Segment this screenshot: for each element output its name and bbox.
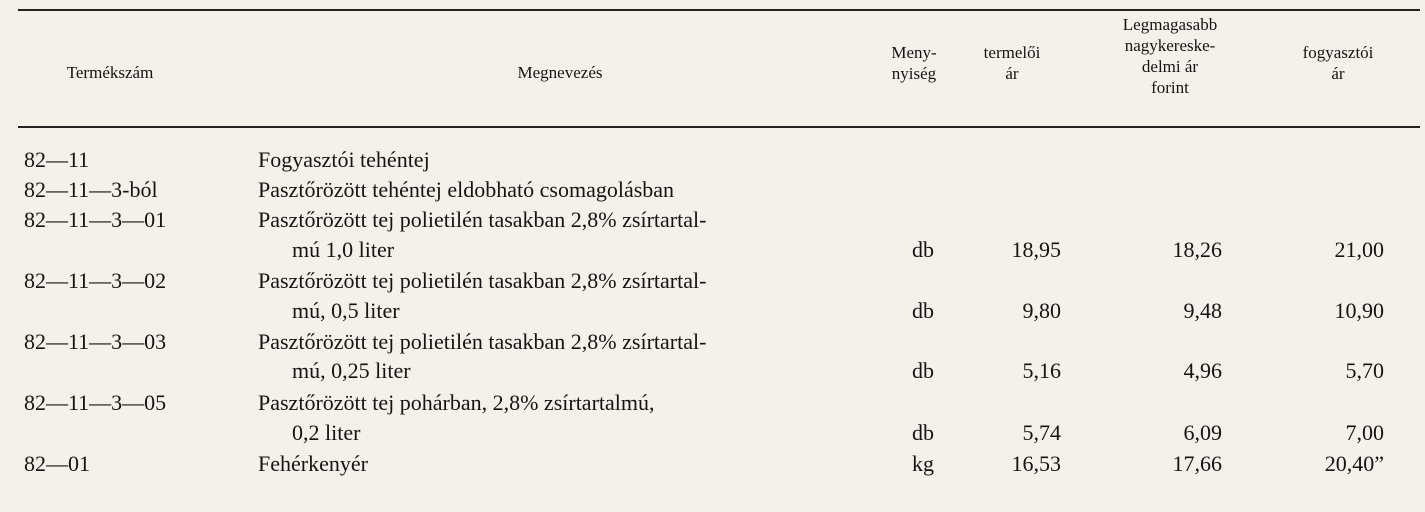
quantity-unit: db <box>912 358 934 383</box>
header-quantity: Meny- nyiség <box>891 43 937 83</box>
producer-price: 5,16 <box>1022 358 1061 383</box>
wholesale-price: 4,96 <box>1183 358 1222 383</box>
top-rule <box>18 9 1420 11</box>
producer-price: 18,95 <box>1011 237 1061 262</box>
product-name-continued: mú 1,0 liter <box>292 237 395 262</box>
wholesale-price: 17,66 <box>1172 451 1222 476</box>
product-name: Fogyasztói tehéntej <box>258 147 430 172</box>
product-name-continued: mú, 0,25 liter <box>292 358 411 383</box>
product-code: 82—11—3—05 <box>24 390 167 415</box>
quantity-unit: kg <box>912 451 934 476</box>
product-name: Fehérkenyér <box>258 451 368 476</box>
producer-price: 5,74 <box>1022 420 1061 445</box>
product-name: Pasztőrözött tej polietilén tasakban 2,8% zsírtartal- <box>258 207 707 232</box>
header-product-code: Termékszám <box>66 63 154 82</box>
header-rule <box>18 126 1420 128</box>
product-code: 82—11—3—03 <box>24 329 167 354</box>
consumer-price: 7,00 <box>1345 420 1384 445</box>
header-consumer-price: fogyasztói ár <box>1302 43 1374 83</box>
quantity-unit: db <box>912 237 934 262</box>
product-name: Pasztőrözött tehéntej eldobható csomagolásban <box>258 177 675 202</box>
consumer-price: 10,90 <box>1334 298 1384 323</box>
header-wholesale-price: Legmagasabb nagykereske- delmi ár forint <box>1122 15 1218 97</box>
product-code: 82—11 <box>24 147 90 172</box>
header-name: Megnevezés <box>517 63 603 82</box>
quantity-unit: db <box>912 420 934 445</box>
consumer-price: 20,40” <box>1324 451 1384 476</box>
quantity-unit: db <box>912 298 934 323</box>
product-code: 82—11—3—01 <box>24 207 167 232</box>
consumer-price: 21,00 <box>1334 237 1384 262</box>
product-name: Pasztőrözött tej polietilén tasakban 2,8% zsírtartal- <box>258 329 707 354</box>
product-name: Pasztőrözött tej polietilén tasakban 2,8% zsírtartal- <box>258 268 707 293</box>
wholesale-price: 6,09 <box>1183 420 1222 445</box>
product-name-continued: mú, 0,5 liter <box>292 298 400 323</box>
product-name-continued: 0,2 liter <box>292 420 361 445</box>
header-producer-price: termelői ár <box>983 43 1041 83</box>
product-code: 82—01 <box>24 451 90 476</box>
consumer-price: 5,70 <box>1345 358 1384 383</box>
product-name: Pasztőrözött tej pohárban, 2,8% zsírtartalmú, <box>258 390 655 415</box>
wholesale-price: 18,26 <box>1172 237 1222 262</box>
product-code: 82—11—3—02 <box>24 268 167 293</box>
product-code: 82—11—3-ból <box>24 177 158 202</box>
producer-price: 9,80 <box>1022 298 1061 323</box>
producer-price: 16,53 <box>1011 451 1061 476</box>
wholesale-price: 9,48 <box>1183 298 1222 323</box>
